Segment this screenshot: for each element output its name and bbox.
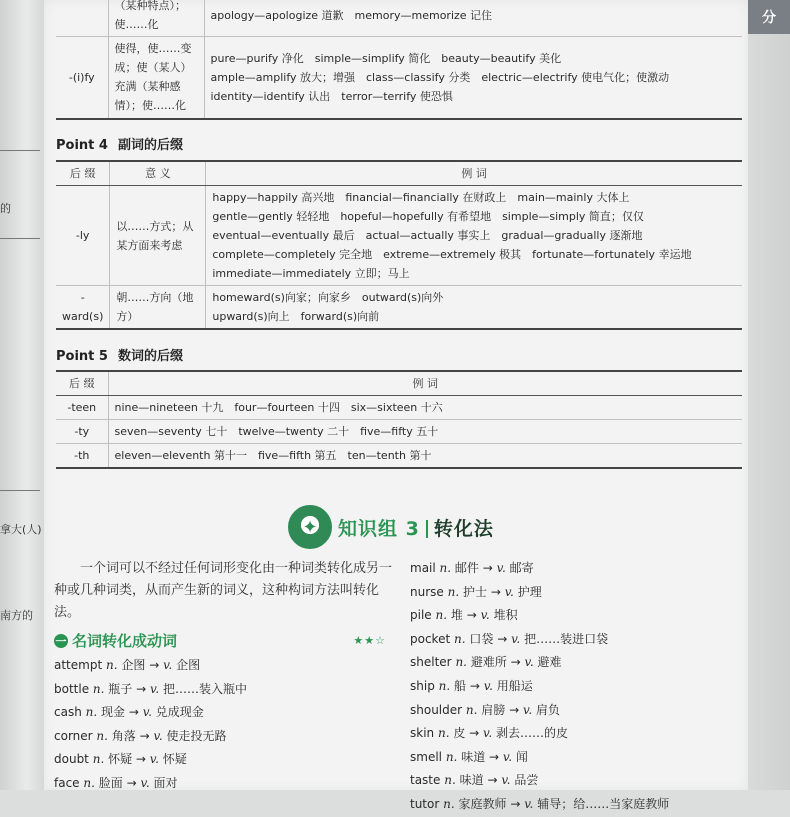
- entry-word: tutor: [410, 796, 440, 811]
- word-entry: corner n. 角落 → v. 使走投无路: [54, 728, 227, 743]
- examples-cell: [204, 37, 742, 119]
- entry-word: pocket: [410, 631, 451, 646]
- entry-pos: n.: [96, 728, 108, 743]
- example-line: complete—completely 完全地 extreme—extremely 极其 fortunate—fortunately 幸运地: [212, 248, 692, 261]
- entry-pos2: v.: [496, 561, 506, 575]
- point4-heading: [56, 134, 183, 153]
- word-entry: bottle n. 瓶子 → v. 把……装入瓶中: [54, 681, 248, 696]
- entry-word: pile: [410, 608, 432, 623]
- examples-cell: [204, 0, 742, 37]
- numeral-suffix-table: [56, 370, 742, 469]
- table-row: [56, 420, 742, 444]
- examples-cell: nine—nineteen 十九 four—fourteen 十四 six—sixteen 十六: [108, 396, 742, 420]
- word-entry: face n. 脸面 → v. 面对: [54, 775, 178, 790]
- entry-m2: 把……装进口袋: [524, 631, 609, 646]
- entry-pos2: v.: [501, 773, 511, 788]
- chapter-tab: 分: [748, 0, 790, 34]
- entry-m2: 护理: [517, 584, 542, 599]
- table-header-row: [56, 371, 742, 396]
- examples-cell: [206, 186, 742, 286]
- entry-pos: n.: [83, 775, 95, 790]
- header-meaning: 意 义: [110, 161, 206, 186]
- margin-fragment: 的: [0, 202, 11, 215]
- table-row: [56, 286, 742, 330]
- entry-pos2: v.: [163, 658, 173, 672]
- table-row: [56, 37, 742, 119]
- entry-word: smell: [410, 749, 442, 764]
- suffix-cell: [56, 0, 108, 37]
- entry-pos: n.: [437, 726, 450, 741]
- table-row: [56, 186, 742, 286]
- entry-word: taste: [410, 773, 441, 788]
- entry-m1: 船: [454, 678, 467, 693]
- entry-m2: 面对: [153, 775, 178, 790]
- entry-m2: 品尝: [514, 773, 539, 788]
- entry-pos: n.: [435, 608, 448, 623]
- group-topic: 转化法: [433, 517, 494, 540]
- right-word-list: [410, 557, 669, 817]
- entry-m2: 辅导；给……当家庭教师: [537, 796, 670, 811]
- entry-m2: 用船运: [496, 678, 533, 693]
- entry-pos2: v.: [524, 655, 534, 670]
- margin-rule: [0, 150, 40, 151]
- group-title: [338, 514, 494, 541]
- entry-pos: n.: [444, 773, 456, 788]
- section-title: 名词转化成动词: [72, 632, 178, 650]
- entry-m1: 堆: [450, 608, 463, 623]
- word-entry: shelter n. 避难所 → v. 避难: [410, 655, 562, 670]
- entry-pos2: v.: [483, 726, 493, 741]
- book-page: [44, 0, 748, 811]
- entry-m1: 家庭教师: [458, 796, 507, 811]
- section-heading: [54, 630, 386, 651]
- group-name: 知识组 3: [338, 517, 420, 540]
- entry-word: skin: [410, 726, 435, 741]
- adverb-suffix-table: [56, 160, 742, 330]
- example-line: eventual—eventually 最后 actual—actually 事实上 gradual—gradually 逐渐地: [212, 229, 643, 242]
- margin-fragment: 拿大(人): [0, 523, 42, 536]
- difficulty-stars: ★★☆: [353, 634, 386, 647]
- entry-word: doubt: [54, 752, 89, 767]
- entry-pos2: v.: [153, 728, 163, 743]
- entry-pos2: v.: [483, 678, 493, 693]
- example-line: pure—purify 净化 simple—simplify 简化 beauty—beautify 美化: [210, 51, 562, 65]
- entry-pos2: v.: [480, 608, 490, 623]
- entry-pos2: v.: [522, 702, 533, 717]
- entry-pos: n.: [85, 705, 98, 720]
- entry-m2: 兑成现金: [155, 705, 204, 720]
- example-line: identity—identify 认出 terror—terrify 使恐惧: [210, 89, 453, 103]
- example-line: homeward(s)向家；向家乡 outward(s)向外: [212, 291, 444, 304]
- intro-paragraph: 一个词可以不经过任何词形变化由一种词类转化成另一种或几种词类，从而产生新的词义，这种构词方法叫转化法。: [54, 561, 393, 620]
- example-line: ample—amplify 放大；增强 class—classify 分类 electric—electrify 使电气化；使激动: [210, 70, 670, 84]
- entry-word: face: [54, 775, 80, 790]
- entry-pos2: v.: [504, 584, 514, 599]
- entry-m1: 口袋: [469, 631, 494, 646]
- meaning-cell: 朝……方向（地方）: [110, 286, 206, 330]
- entry-pos: n.: [455, 655, 467, 670]
- suffix-cell: -teen: [56, 396, 108, 420]
- entry-pos2: v.: [140, 775, 150, 790]
- entry-pos: n.: [106, 658, 118, 672]
- suffix-cell: -(i)fy: [56, 37, 108, 119]
- examples-cell: [206, 286, 742, 330]
- point-title: 副词的后缀: [117, 138, 183, 153]
- entry-m2: 怀疑: [162, 752, 187, 767]
- entry-pos2: v.: [142, 705, 152, 720]
- title-separator: [426, 520, 428, 538]
- suffix-cell: -ward(s): [56, 286, 110, 330]
- entry-pos2: v.: [524, 796, 534, 811]
- entry-word: bottle: [54, 681, 90, 696]
- entry-pos: n.: [445, 749, 458, 764]
- word-entry: nurse n. 护士 → v. 护理: [410, 584, 542, 599]
- entry-m1: 瓶子: [108, 681, 133, 696]
- entry-m1: 现金: [101, 705, 126, 720]
- entry-m2: 肩负: [535, 702, 560, 717]
- word-entry: ship n. 船 → v. 用船运: [410, 678, 533, 693]
- left-word-list: [54, 654, 247, 796]
- point-title: 数词的后缀: [117, 349, 183, 364]
- meaning-cell: 使得，使……变成；使（某人）充满（某种感情）；使……化: [108, 37, 204, 119]
- header-examples: 例 词: [108, 371, 742, 396]
- knowledge-group-banner: [288, 505, 548, 549]
- entry-pos: n.: [465, 702, 478, 717]
- lightbulb-icon: ✦: [288, 505, 332, 549]
- meaning-cell: 以……方式；从某方面来考虑: [110, 186, 206, 286]
- point-label: Point 5: [56, 349, 108, 364]
- entry-pos: n.: [92, 752, 105, 767]
- margin-rule: [0, 490, 40, 491]
- entry-m2: 闻: [515, 749, 528, 764]
- entry-pos2: v.: [150, 681, 160, 696]
- word-entry: attempt n. 企图 → v. 企图: [54, 658, 201, 672]
- word-entry: taste n. 味道 → v. 品尝: [410, 773, 539, 788]
- entry-m1: 角落: [111, 728, 136, 743]
- suffix-cell: -ly: [56, 186, 110, 286]
- word-entry: smell n. 味道 → v. 闻: [410, 749, 528, 764]
- entry-m1: 避难所: [470, 655, 507, 670]
- margin-fragment: 南方的: [0, 609, 33, 622]
- word-entry: doubt n. 怀疑 → v. 怀疑: [54, 752, 187, 767]
- entry-m2: 剥去……的皮: [496, 726, 569, 741]
- example-line: immediate—immediately 立即；马上: [212, 267, 410, 280]
- word-entry: tutor n. 家庭教师 → v. 辅导；给……当家庭教师: [410, 796, 670, 811]
- entry-pos: n.: [92, 681, 105, 696]
- meaning-cell: （某种特点）；使……化: [108, 0, 204, 37]
- entry-m2: 使走投无路: [166, 728, 227, 743]
- entry-m2: 堆积: [493, 608, 518, 623]
- entry-pos: n.: [439, 561, 452, 575]
- entry-pos: n.: [454, 631, 466, 646]
- example-line: gentle—gently 轻轻地 hopeful—hopefully 有希望地 simple—simply 简直；仅仅: [212, 210, 644, 223]
- entry-word: corner: [54, 728, 93, 743]
- point5-heading: [56, 345, 183, 364]
- left-page-edge: [0, 0, 45, 790]
- entry-m2: 把……装入瓶中: [163, 681, 248, 696]
- table-row: [56, 0, 742, 37]
- table-row: [56, 396, 742, 420]
- table-header-row: [56, 161, 742, 186]
- entry-word: nurse: [410, 584, 444, 599]
- word-entry: pocket n. 口袋 → v. 把……装进口袋: [410, 631, 609, 646]
- table-row: [56, 444, 742, 469]
- entry-m2: 企图: [176, 658, 201, 672]
- entry-pos2: v.: [511, 631, 521, 646]
- entry-m1: 护士: [462, 584, 487, 599]
- word-entry: pile n. 堆 → v. 堆积: [410, 608, 518, 623]
- example-line: apology—apologize 道歉 memory—memorize 记住: [210, 8, 493, 22]
- header-suffix: 后 缀: [56, 371, 108, 396]
- word-entry: cash n. 现金 → v. 兑成现金: [54, 705, 204, 720]
- suffix-cell: -th: [56, 444, 108, 469]
- examples-cell: eleven—eleventh 第十一 five—fifth 第五 ten—tenth 第十: [108, 444, 742, 469]
- example-line: happy—happily 高兴地 financial—financially 在财政上 main—mainly 大体上: [212, 191, 630, 204]
- entry-pos: n.: [443, 796, 455, 811]
- entry-m1: 味道: [459, 773, 484, 788]
- entry-pos2: v.: [149, 752, 159, 767]
- entry-word: shoulder: [410, 702, 463, 717]
- examples-cell: seven—seventy 七十 twelve—twenty 二十 five—fifty 五十: [108, 420, 742, 444]
- entry-pos: n.: [447, 584, 460, 599]
- entry-word: shelter: [410, 655, 452, 670]
- header-suffix: 后 缀: [56, 161, 110, 186]
- entry-m2: 邮寄: [509, 561, 534, 575]
- word-entry: shoulder n. 肩膀 → v. 肩负: [410, 702, 560, 717]
- margin-rule: [0, 238, 40, 239]
- entry-m1: 企图: [121, 658, 146, 672]
- entry-word: mail: [410, 561, 436, 575]
- section-number-badge: 一: [55, 634, 67, 648]
- word-entry: skin n. 皮 → v. 剥去……的皮: [410, 726, 569, 741]
- entry-word: ship: [410, 678, 435, 693]
- suffix-cell: -ty: [56, 420, 108, 444]
- entry-m1: 脸面: [98, 775, 123, 790]
- example-line: upward(s)向上 forward(s)向前: [212, 310, 380, 323]
- point-label: Point 4: [56, 138, 108, 153]
- entry-m2: 避难: [537, 655, 562, 670]
- entry-pos: n.: [438, 678, 451, 693]
- verb-suffix-table: [56, 0, 742, 120]
- entry-m1: 味道: [461, 749, 486, 764]
- entry-word: cash: [54, 705, 82, 720]
- entry-pos2: v.: [502, 749, 513, 764]
- entry-word: attempt: [54, 658, 103, 672]
- right-page-edge: [747, 0, 790, 790]
- word-entry: mail n. 邮件 → v. 邮寄: [410, 561, 534, 575]
- entry-m1: 皮: [453, 726, 466, 741]
- entry-m1: 肩膀: [481, 702, 506, 717]
- header-examples: 例 词: [206, 161, 742, 186]
- entry-m1: 邮件: [454, 561, 479, 575]
- entry-m1: 怀疑: [108, 752, 133, 767]
